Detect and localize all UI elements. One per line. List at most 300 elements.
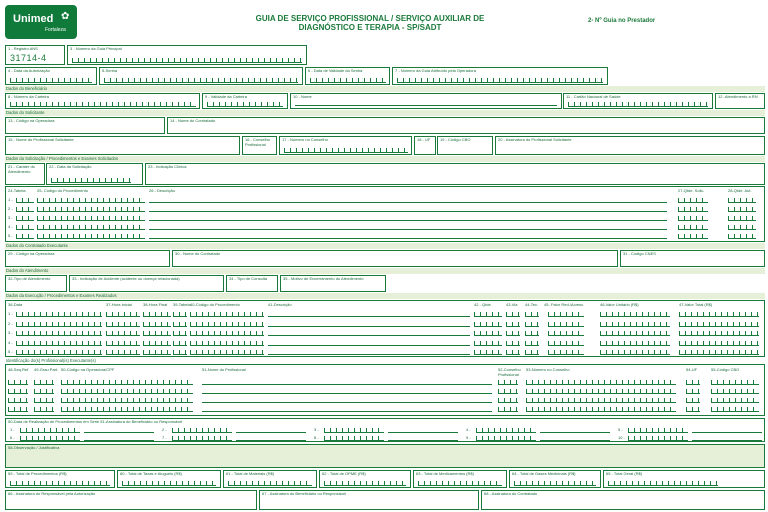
- assinatura-contratado-field[interactable]: [481, 490, 765, 510]
- codigo-cbo-label: 19 - Código CBO: [440, 137, 471, 142]
- numero-conselho-cell[interactable]: [526, 380, 676, 385]
- assinatura-contratado-label: 68 - Assinatura do Contratado: [484, 491, 538, 496]
- assinatura-solicitante-field[interactable]: [495, 136, 765, 155]
- descricao-cell[interactable]: [268, 354, 470, 355]
- col-seq-ref: 48-Seq.Ref: [8, 367, 29, 372]
- qtde-aut-cell[interactable]: [728, 225, 756, 230]
- valor-unitario-cell[interactable]: [600, 312, 670, 317]
- row-number: 5 -: [8, 349, 13, 354]
- form-title: [230, 14, 510, 32]
- signature-cell[interactable]: [540, 432, 610, 433]
- data-cell[interactable]: [16, 322, 102, 327]
- uf-field[interactable]: [414, 136, 436, 155]
- nome-profissional-cell[interactable]: [202, 393, 492, 394]
- qtde-solic-cell[interactable]: [678, 234, 708, 239]
- indicacao-acidente-label: 33 - Indicação de Acidente (acidente ou doença relacionada): [72, 276, 180, 281]
- tabela-cell[interactable]: [173, 331, 187, 336]
- via-cell[interactable]: [506, 322, 520, 327]
- date-item[interactable]: [618, 426, 766, 433]
- datas-realizacao-field[interactable]: [5, 418, 765, 442]
- guia-operadora-field[interactable]: [392, 67, 608, 85]
- date-item[interactable]: [466, 426, 614, 433]
- row-number: 2 -: [8, 206, 13, 211]
- table-row: [6, 320, 764, 328]
- total-materiais-field[interactable]: [223, 470, 317, 488]
- conselho-cell[interactable]: [498, 380, 518, 385]
- qtde-aut-cell[interactable]: [728, 198, 756, 203]
- date-cell[interactable]: [628, 436, 688, 441]
- uf-label: 18 - UF: [417, 137, 431, 142]
- signature-cell[interactable]: [236, 440, 306, 441]
- table-row: [6, 396, 764, 404]
- valor-total-cell[interactable]: [679, 312, 759, 317]
- valor-total-cell[interactable]: [679, 322, 759, 327]
- date-cell[interactable]: [628, 428, 688, 433]
- table-row: [6, 223, 764, 231]
- tec-cell[interactable]: [525, 322, 539, 327]
- fator-cell[interactable]: [548, 341, 584, 346]
- via-cell[interactable]: [506, 312, 520, 317]
- cbo-cell[interactable]: [711, 398, 759, 403]
- descricao-cell[interactable]: [268, 335, 470, 336]
- unimed-logo: [5, 5, 77, 39]
- date-item[interactable]: [162, 426, 310, 433]
- nome-contratado-label: 14 - Nome do Contratado: [170, 118, 216, 123]
- descricao-cell[interactable]: [149, 220, 667, 221]
- validade-senha-label: 6 - Data de Validade da Senha: [308, 68, 363, 73]
- hora-final-cell[interactable]: [143, 331, 171, 336]
- date-cell[interactable]: [172, 428, 232, 433]
- data-autorizacao-label: 4 - Data da Autorização: [8, 68, 50, 73]
- col-uf: 54-UF: [686, 367, 698, 372]
- codigo-operadora-exec-label: 29 - Código na Operadora: [8, 251, 55, 256]
- numero-conselho-label: 17 - Número no Conselho: [282, 137, 328, 142]
- codigo-cbo-field[interactable]: [437, 136, 493, 155]
- col-qtde-solic: 27-Qtde. Solic.: [678, 188, 705, 193]
- date-item[interactable]: [314, 434, 462, 441]
- profissional-solicitante-field[interactable]: [5, 136, 240, 155]
- carater-atendimento-label: 21 - Caráter do Atendimento: [8, 164, 35, 174]
- seq-ref-cell[interactable]: [8, 398, 28, 403]
- date-number: 3 -: [314, 427, 319, 432]
- cartao-nacional-label: 11 - Cartão Nacional de Saúde: [566, 94, 621, 99]
- cbo-cell[interactable]: [711, 380, 759, 385]
- nome-profissional-cell[interactable]: [202, 402, 492, 403]
- seq-ref-cell[interactable]: [8, 407, 28, 412]
- observacao-label: 58-Observação / Justificativa: [8, 445, 60, 450]
- descricao-cell[interactable]: [268, 345, 470, 346]
- signature-cell[interactable]: [388, 440, 458, 441]
- row-number: 2 -: [8, 320, 13, 326]
- numero-conselho-field[interactable]: [279, 136, 412, 155]
- col-hora-final: 38-Hora Final: [143, 302, 168, 307]
- total-procedimentos-field[interactable]: [5, 470, 115, 488]
- qtde-aut-cell[interactable]: [728, 234, 756, 239]
- valor-unitario-cell[interactable]: [600, 350, 670, 355]
- seq-ref-cell[interactable]: [8, 380, 28, 385]
- date-number: 10 -: [618, 435, 625, 440]
- col-valor-total: 47-Valor Total (R$): [679, 302, 713, 307]
- col-codigo: 25- Código do Procedimento: [37, 188, 88, 193]
- total-geral-label: 65 - Total Geral (R$): [606, 471, 643, 476]
- grau-part-cell[interactable]: [34, 398, 54, 403]
- col-codigo-cpf: 50-Código na Operadora/CPF: [61, 367, 115, 372]
- row-number: 5 -: [8, 233, 13, 238]
- hora-inicial-cell[interactable]: [106, 322, 140, 327]
- date-cell[interactable]: [476, 428, 536, 433]
- data-cell[interactable]: [16, 350, 102, 355]
- table-row: [6, 196, 764, 204]
- total-procedimentos-label: 59 - Total de Procedimentos (R$): [8, 471, 67, 476]
- hora-inicial-cell[interactable]: [106, 350, 140, 355]
- codigo-cell[interactable]: [190, 350, 264, 355]
- codigo-cell[interactable]: [37, 216, 145, 221]
- tabela-cell[interactable]: [16, 207, 34, 212]
- signature-cell[interactable]: [84, 440, 154, 441]
- nome-contratado-field[interactable]: [167, 117, 765, 134]
- date-item[interactable]: [466, 434, 614, 441]
- uf-cell[interactable]: [686, 389, 700, 394]
- nome-profissional-cell[interactable]: [202, 411, 492, 412]
- date-item[interactable]: [314, 426, 462, 433]
- row-number: 1 -: [8, 311, 13, 316]
- date-cell[interactable]: [20, 436, 80, 441]
- tabela-cell[interactable]: [16, 216, 34, 221]
- tec-cell[interactable]: [525, 312, 539, 317]
- nome-profissional-cell[interactable]: [202, 384, 492, 385]
- table-row: [6, 339, 764, 347]
- total-materiais-label: 61 - Total de Materiais (R$): [226, 471, 275, 476]
- signature-cell[interactable]: [540, 440, 610, 441]
- tabela-cell[interactable]: [16, 234, 34, 239]
- via-cell[interactable]: [506, 350, 520, 355]
- data-solicitacao-label: 22 - Data da Solicitação: [49, 164, 92, 169]
- tipo-consulta-label: 34 - Tipo de Consulta: [229, 276, 268, 281]
- section-solicitacao: Dados da Solicitação / Procedimentos e Exames Solicitados: [6, 156, 118, 161]
- valor-unitario-cell[interactable]: [600, 331, 670, 336]
- assinatura-beneficiario-field[interactable]: [259, 490, 479, 510]
- descricao-cell[interactable]: [268, 316, 470, 317]
- numero-conselho-cell[interactable]: [526, 389, 676, 394]
- row-number: 4 -: [8, 224, 13, 229]
- col-grau-part: 49-Grau Part.: [34, 367, 59, 372]
- cbo-cell[interactable]: [711, 407, 759, 412]
- col-fator: 45- Fator Red./Acresc.: [544, 302, 585, 307]
- codigo-cnes-label: 31 - Código CNES: [623, 251, 656, 256]
- tipo-consulta-field[interactable]: [226, 275, 278, 292]
- uf-cell[interactable]: [686, 398, 700, 403]
- via-cell[interactable]: [506, 341, 520, 346]
- data-cell[interactable]: [16, 331, 102, 336]
- descricao-cell[interactable]: [149, 229, 667, 230]
- data-solicitacao-field[interactable]: [46, 163, 143, 185]
- col-numero-conselho: 53-Número no Conselho: [526, 367, 570, 372]
- procedimentos-executados-table: [5, 300, 765, 357]
- col-tec: 44-Tec.: [525, 302, 539, 307]
- date-number: 4 -: [466, 427, 471, 432]
- date-number: 1 -: [10, 427, 15, 432]
- hora-final-cell[interactable]: [143, 312, 171, 317]
- tabela-cell[interactable]: [173, 341, 187, 346]
- section-profissionais: Identificação do(s) Profissional(is) Executante(s): [6, 358, 96, 363]
- logo-sub: Fortaleza: [45, 27, 66, 33]
- validade-carteira-field[interactable]: [202, 93, 288, 109]
- hora-inicial-cell[interactable]: [106, 331, 140, 336]
- conselho-profissional-field[interactable]: [242, 136, 277, 155]
- codigo-operadora-field[interactable]: [5, 117, 165, 134]
- guia-prestador-label: 2- Nº Guia no Prestador: [588, 18, 656, 24]
- validade-carteira-label: 9 - Validade da Carteira: [205, 94, 247, 99]
- tec-cell[interactable]: [525, 341, 539, 346]
- qtde-solic-cell[interactable]: [678, 198, 708, 203]
- fator-cell[interactable]: [548, 322, 584, 327]
- title-line1: GUIA DE SERVIÇO PROFISSIONAL / SERVIÇO AUXILIAR DE: [255, 14, 485, 23]
- date-cell[interactable]: [20, 428, 80, 433]
- tabela-cell[interactable]: [16, 225, 34, 230]
- codigo-cpf-cell[interactable]: [61, 407, 193, 412]
- codigo-cell[interactable]: [37, 225, 145, 230]
- codigo-cpf-cell[interactable]: [61, 389, 193, 394]
- table-row: [6, 214, 764, 222]
- guia-principal-label: 3 - Número da Guia Principal: [70, 46, 122, 51]
- uf-cell[interactable]: [686, 380, 700, 385]
- codigo-cell[interactable]: [37, 207, 145, 212]
- hora-final-cell[interactable]: [143, 350, 171, 355]
- grau-part-cell[interactable]: [34, 407, 54, 412]
- profissional-solicitante-label: 15 - Nome do Profissional Solicitante: [8, 137, 74, 142]
- via-cell[interactable]: [506, 331, 520, 336]
- codigo-cell[interactable]: [190, 331, 264, 336]
- total-taxas-label: 60 - Total de Taxas e Aluguéis (R$): [120, 471, 182, 476]
- validade-senha-field[interactable]: [305, 67, 390, 85]
- uf-cell[interactable]: [686, 407, 700, 412]
- qtde-cell[interactable]: [474, 341, 502, 346]
- tabela-cell[interactable]: [173, 322, 187, 327]
- tec-cell[interactable]: [525, 331, 539, 336]
- conselho-cell[interactable]: [498, 389, 518, 394]
- datas-realizacao-label: 50-Data de Realização de Procedimentos em Série 51-Assinatura do Beneficiário ou Responsável: [8, 419, 183, 424]
- observacao-field[interactable]: [5, 444, 765, 468]
- col-descricao-exec: 41-Descrição: [268, 302, 292, 307]
- codigo-cell[interactable]: [37, 198, 145, 203]
- hora-final-cell[interactable]: [143, 341, 171, 346]
- conselho-cell[interactable]: [498, 407, 518, 412]
- col-qtde-aut: 28-Qtde. Aut.: [728, 188, 752, 193]
- col-tabela: 24-Tabela: [8, 188, 26, 193]
- numero-carteira-field[interactable]: [5, 93, 200, 109]
- date-cell[interactable]: [324, 428, 384, 433]
- qtde-solic-cell[interactable]: [678, 225, 708, 230]
- guia-operadora-label: 7 - Número da Guia Atribuído pela Operadora: [395, 68, 476, 73]
- codigo-cnes-field[interactable]: [620, 250, 765, 267]
- row-number: 4 -: [8, 339, 13, 345]
- codigo-cpf-cell[interactable]: [61, 398, 193, 403]
- date-item[interactable]: [618, 434, 766, 441]
- signature-cell[interactable]: [692, 432, 762, 433]
- nome-contratado-exec-label: 30 - Nome do Contratado: [175, 251, 221, 256]
- total-gases-label: 64 - Total de Gases Medicinais (R$): [512, 471, 576, 476]
- data-cell[interactable]: [16, 312, 102, 317]
- codigo-cell[interactable]: [190, 341, 264, 346]
- atendimento-rn-field[interactable]: [715, 93, 765, 109]
- registro-ans-label: 1 - Registro ANS: [8, 46, 38, 51]
- date-item[interactable]: [162, 434, 310, 441]
- date-cell[interactable]: [172, 436, 232, 441]
- row-number: 3 -: [8, 215, 13, 220]
- section-beneficiario: Dados do Beneficiário: [6, 86, 47, 91]
- senha-field[interactable]: [99, 67, 303, 85]
- date-number: 9 -: [466, 435, 471, 440]
- indicacao-acidente-field[interactable]: [69, 275, 224, 292]
- valor-total-cell[interactable]: [679, 331, 759, 336]
- procedimentos-solicitados-table: [5, 186, 765, 242]
- table-row: [6, 329, 764, 337]
- senha-label: 5-Senha: [102, 68, 118, 73]
- section-solicitante: Dados do Solicitante: [6, 110, 45, 115]
- valor-unitario-cell[interactable]: [600, 341, 670, 346]
- fator-cell[interactable]: [548, 312, 584, 317]
- qtde-cell[interactable]: [474, 312, 502, 317]
- title-line2: DIAGNÓSTICO E TERAPIA - SP/SADT: [298, 23, 442, 32]
- section-contratado-executante: Dados do Contratado Executante: [6, 243, 68, 248]
- numero-carteira-label: 8 - Número da Carteira: [8, 94, 49, 99]
- motivo-encerramento-label: 35 - Motivo de Encerramento do Atendimento: [283, 276, 364, 281]
- signature-cell[interactable]: [388, 432, 458, 433]
- logo-icon: ✿: [61, 11, 70, 22]
- col-nome-profissional: 51-Nome do Profissional: [202, 367, 246, 372]
- total-opme-field[interactable]: [319, 470, 411, 488]
- data-autorizacao-field[interactable]: [5, 67, 97, 85]
- col-hora-inicial: 37-Hora Inicial: [106, 302, 132, 307]
- qtde-cell[interactable]: [474, 322, 502, 327]
- total-gases-field[interactable]: [509, 470, 601, 488]
- descricao-cell[interactable]: [149, 211, 667, 212]
- descricao-cell[interactable]: [149, 202, 667, 203]
- nome-label: 10 - Nome: [293, 94, 312, 99]
- table-row: [6, 387, 764, 395]
- grau-part-cell[interactable]: [34, 389, 54, 394]
- nome-contratado-exec-field[interactable]: [172, 250, 618, 267]
- assinatura-solicitante-label: 20 - Assinatura do Profissional Solicitante: [498, 137, 572, 142]
- signature-cell[interactable]: [84, 432, 154, 433]
- qtde-aut-cell[interactable]: [728, 216, 756, 221]
- profissionais-table: [5, 364, 765, 416]
- qtde-aut-cell[interactable]: [728, 207, 756, 212]
- codigo-operadora-exec-field[interactable]: [5, 250, 170, 267]
- qtde-cell[interactable]: [474, 331, 502, 336]
- codigo-cell[interactable]: [190, 312, 264, 317]
- logo-name: Unimed: [13, 13, 54, 25]
- tec-cell[interactable]: [525, 350, 539, 355]
- indicacao-clinica-field[interactable]: [145, 163, 765, 185]
- tipo-atendimento-label: 32-Tipo de Atendimento: [8, 276, 51, 281]
- cartao-nacional-field[interactable]: [563, 93, 713, 109]
- date-cell[interactable]: [324, 436, 384, 441]
- valor-unitario-cell[interactable]: [600, 322, 670, 327]
- codigo-cpf-cell[interactable]: [61, 380, 193, 385]
- fator-cell[interactable]: [548, 331, 584, 336]
- col-data: 36-Data: [8, 302, 23, 307]
- date-item[interactable]: [10, 434, 158, 441]
- hora-final-cell[interactable]: [143, 322, 171, 327]
- date-cell[interactable]: [476, 436, 536, 441]
- tabela-cell[interactable]: [16, 198, 34, 203]
- col-conselho: 52-Conselho Profissional: [498, 367, 521, 377]
- table-row: [6, 348, 764, 356]
- descricao-cell[interactable]: [149, 238, 667, 239]
- numero-conselho-cell[interactable]: [526, 407, 676, 412]
- valor-total-cell[interactable]: [679, 350, 759, 355]
- grau-part-cell[interactable]: [34, 380, 54, 385]
- hora-inicial-cell[interactable]: [106, 341, 140, 346]
- date-number: 7 -: [162, 435, 167, 440]
- table-row: [6, 310, 764, 318]
- codigo-cell[interactable]: [37, 234, 145, 239]
- data-cell[interactable]: [16, 341, 102, 346]
- codigo-cell[interactable]: [190, 322, 264, 327]
- assinatura-responsavel-label: 66 - Assinatura do Responsável pela Autorização: [8, 491, 96, 496]
- table-row: [6, 405, 764, 413]
- section-atendimento: Dados do Atendimento: [6, 268, 49, 273]
- date-number: 2 -: [162, 427, 167, 432]
- seq-ref-cell[interactable]: [8, 389, 28, 394]
- tabela-cell[interactable]: [173, 312, 187, 317]
- hora-inicial-cell[interactable]: [106, 312, 140, 317]
- qtde-solic-cell[interactable]: [678, 216, 708, 221]
- assinatura-beneficiario-label: 67 - Assinatura do Beneficiário ou Responsável: [262, 491, 347, 496]
- guia-principal-field[interactable]: [67, 45, 307, 65]
- row-number: 1 -: [8, 197, 13, 202]
- col-valor-unitario: 46-Valor Unitário (R$): [600, 302, 639, 307]
- nome-field[interactable]: [290, 93, 562, 109]
- qtde-cell[interactable]: [474, 350, 502, 355]
- tipo-atendimento-field[interactable]: [5, 275, 67, 292]
- col-cbo: 55-Código CBO: [711, 367, 740, 372]
- total-taxas-field[interactable]: [117, 470, 221, 488]
- date-number: 8 -: [314, 435, 319, 440]
- total-medicamentos-label: 63 - Total de Medicamentos (R$): [416, 471, 474, 476]
- tabela-cell[interactable]: [173, 350, 187, 355]
- assinatura-responsavel-field[interactable]: [5, 490, 257, 510]
- atendimento-rn-label: 12 -Atendimento a RN: [718, 94, 758, 99]
- carater-atendimento-field[interactable]: [5, 163, 45, 185]
- date-item[interactable]: [10, 426, 158, 433]
- codigo-operadora-label: 13 - Código na Operadora: [8, 118, 55, 123]
- col-tabela-exec: 39-Tabela: [173, 302, 191, 307]
- table-row: [6, 378, 764, 386]
- motivo-encerramento-field[interactable]: [280, 275, 386, 292]
- table-row: [6, 205, 764, 213]
- row-number: 3 -: [8, 330, 13, 335]
- signature-cell[interactable]: [236, 432, 306, 433]
- date-number: 6 -: [10, 435, 15, 440]
- registro-ans-value: 31714-4: [10, 53, 47, 63]
- col-codigo-exec: 40-Código do Procedimento: [190, 302, 240, 307]
- descricao-cell[interactable]: [268, 326, 470, 327]
- table-row: [6, 232, 764, 240]
- signature-cell[interactable]: [692, 440, 762, 441]
- indicacao-clinica-label: 23 - Indicação Clínica: [148, 164, 187, 169]
- valor-total-cell[interactable]: [679, 341, 759, 346]
- fator-cell[interactable]: [548, 350, 584, 355]
- numero-conselho-cell[interactable]: [526, 398, 676, 403]
- total-geral-field[interactable]: [603, 470, 765, 488]
- qtde-solic-cell[interactable]: [678, 207, 708, 212]
- conselho-cell[interactable]: [498, 398, 518, 403]
- cbo-cell[interactable]: [711, 389, 759, 394]
- total-medicamentos-field[interactable]: [413, 470, 507, 488]
- col-via: 43-Via: [506, 302, 518, 307]
